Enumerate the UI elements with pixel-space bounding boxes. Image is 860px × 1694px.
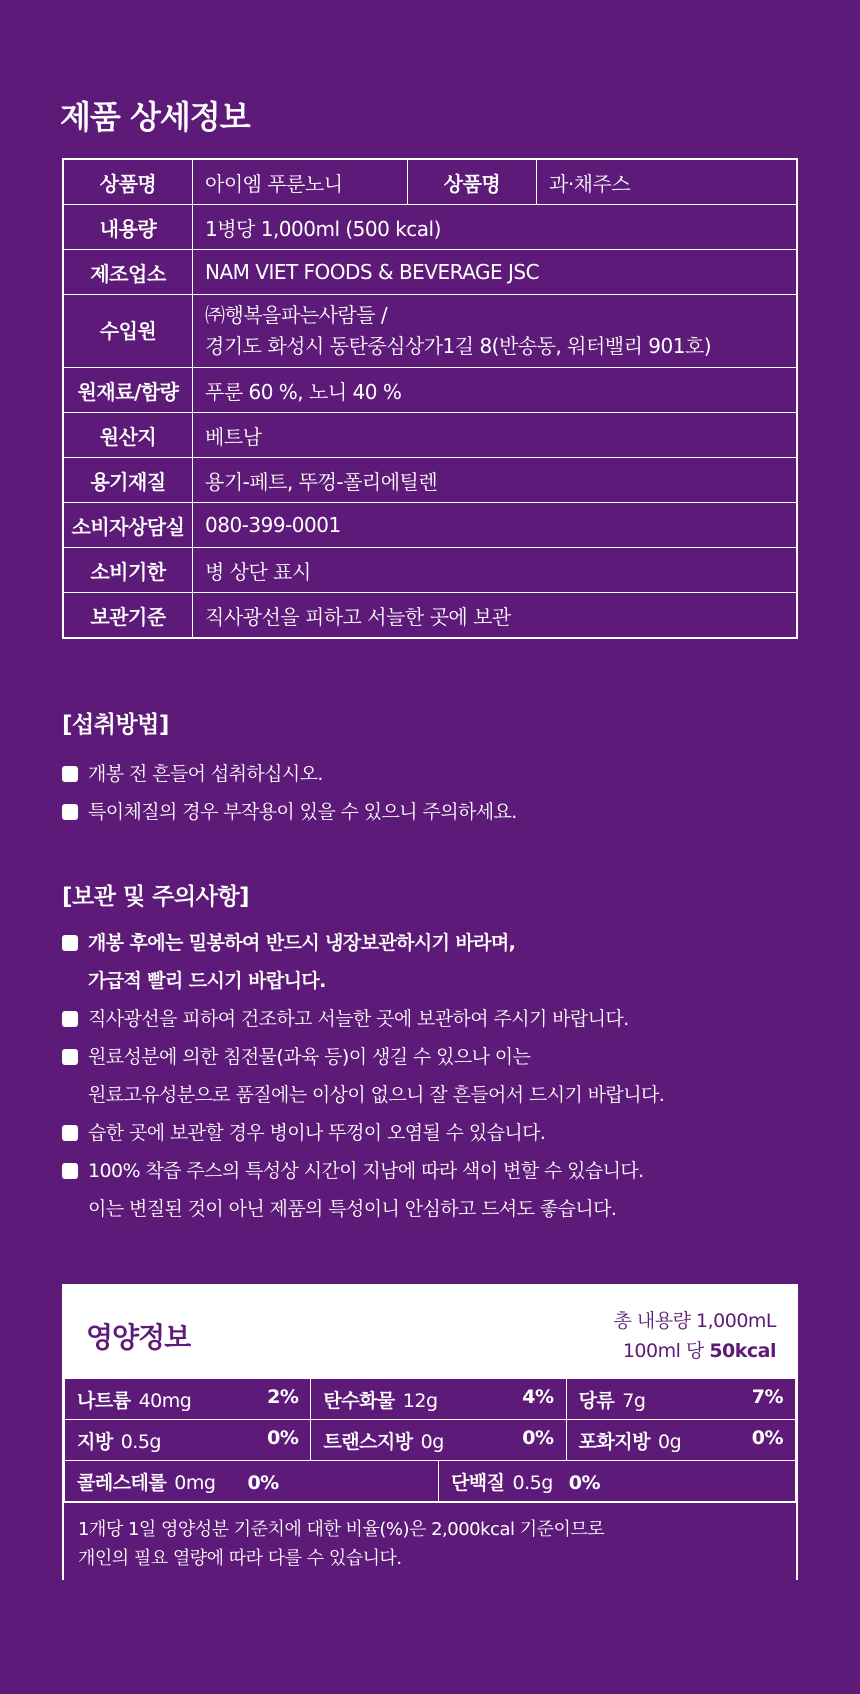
nutrient-amount: 0.5g	[120, 1430, 161, 1453]
list-item	[62, 924, 664, 1000]
list-item-text: 개봉 전 흔들어 섭취하십시오.	[88, 763, 323, 785]
bullet-square-icon	[62, 1163, 78, 1179]
nutrient-name: 콜레스테롤	[77, 1471, 167, 1494]
per-serving-label: 100ml 당	[622, 1340, 704, 1362]
total-volume: 총 내용량 1,000mL	[613, 1310, 776, 1332]
spec-label: 원재료/함량	[63, 368, 193, 413]
nutrient-cell	[65, 1420, 311, 1461]
nutrient-cell	[438, 1461, 795, 1502]
nutrition-panel	[62, 1284, 798, 1580]
nutrient-name: 나트륨	[77, 1389, 131, 1412]
spec-row	[63, 295, 797, 368]
nutrient-cell	[65, 1461, 439, 1502]
spec-label: 보관기준	[63, 593, 193, 639]
caution-list	[62, 924, 664, 1228]
footnote-line: 개인의 필요 열량에 따라 다를 수 있습니다.	[78, 1548, 402, 1569]
bullet-square-icon	[62, 1125, 78, 1141]
nutrient-cell	[566, 1379, 795, 1420]
bullet-square-icon	[62, 935, 78, 951]
nutrition-row	[65, 1379, 796, 1420]
spec-value: 과·채주스	[537, 159, 798, 205]
spec-value: 베트남	[193, 413, 798, 458]
list-item	[62, 1038, 664, 1114]
product-spec-table	[62, 158, 798, 639]
spec-label: 상품명	[408, 159, 537, 205]
spec-row	[63, 205, 797, 250]
spec-label: 제조업소	[63, 250, 193, 295]
nutrient-percent: 2%	[267, 1385, 299, 1408]
list-item-text: 직사광선을 피하여 건조하고 서늘한 곳에 보관하여 주시기 바랍니다.	[88, 1008, 629, 1030]
nutrient-percent: 0%	[568, 1471, 601, 1494]
spec-row	[63, 548, 797, 593]
spec-label: 수입원	[63, 295, 193, 368]
spec-row	[63, 159, 797, 205]
bullet-square-icon	[62, 804, 78, 820]
spec-value: 1병당 1,000ml (500 kcal)	[193, 205, 798, 250]
page-title: 제품 상세정보	[60, 98, 250, 136]
spec-value: 푸룬 60 %, 노니 40 %	[193, 368, 798, 413]
bullet-square-icon	[62, 1011, 78, 1027]
caution-heading: [보관 및 주의사항]	[62, 884, 250, 910]
nutrition-row	[65, 1420, 796, 1461]
list-item-text: 원료고유성분으로 품질에는 이상이 없으니 잘 흔들어서 드시기 바랍니다.	[88, 1084, 665, 1106]
list-item-text: 원료성분에 의한 침전물(과육 등)이 생길 수 있으나 이는	[88, 1046, 531, 1068]
nutrient-amount: 40mg	[138, 1389, 192, 1412]
nutrient-name: 트랜스지방	[323, 1430, 413, 1453]
spec-label: 원산지	[63, 413, 193, 458]
intake-heading: [섭취방법]	[62, 712, 169, 738]
list-item	[62, 1000, 664, 1038]
spec-value: 아이엠 푸룬노니	[193, 159, 408, 205]
nutrient-percent: 0%	[751, 1426, 783, 1449]
nutrition-header	[64, 1286, 796, 1378]
per-serving	[614, 1336, 776, 1366]
spec-label: 내용량	[63, 205, 193, 250]
nutrient-cell	[311, 1379, 566, 1420]
nutrient-cell	[65, 1379, 311, 1420]
spec-row	[63, 593, 797, 639]
spec-label: 소비자상담실	[63, 503, 193, 548]
nutrient-percent: 0%	[522, 1426, 554, 1449]
nutrition-title: 영양정보	[86, 1321, 191, 1354]
spec-value-line: 경기도 화성시 동탄중심상가1길 8(반송동, 워터밸리 901호)	[205, 334, 712, 358]
nutrition-total	[614, 1306, 776, 1366]
list-item	[62, 755, 517, 793]
spec-value	[193, 295, 798, 368]
spec-value-line: ㈜행복을파는사람들 /	[205, 303, 388, 327]
nutrient-percent: 0%	[267, 1426, 299, 1449]
list-item	[62, 1152, 664, 1228]
spec-value: 직사광선을 피하고 서늘한 곳에 보관	[193, 593, 798, 639]
nutrient-amount: 7g	[622, 1389, 646, 1412]
spec-row	[63, 458, 797, 503]
spec-label: 용기재질	[63, 458, 193, 503]
nutrient-percent: 0%	[247, 1471, 279, 1494]
nutrient-amount: 0g	[657, 1430, 682, 1453]
nutrient-name: 지방	[77, 1430, 113, 1453]
spec-value: 병 상단 표시	[193, 548, 798, 593]
nutrient-amount: 12g	[402, 1389, 438, 1412]
spec-value: 080-399-0001	[193, 503, 798, 548]
spec-row	[63, 503, 797, 548]
intake-list	[62, 755, 517, 831]
nutrient-percent: 4%	[522, 1385, 554, 1408]
bullet-square-icon	[62, 766, 78, 782]
list-item-text: 100% 착즙 주스의 특성상 시간이 지남에 따라 색이 변할 수 있습니다.	[88, 1160, 644, 1182]
nutrient-name: 당류	[578, 1389, 615, 1412]
bullet-square-icon	[62, 1049, 78, 1065]
nutrient-name: 포화지방	[578, 1430, 650, 1453]
nutrient-amount: 0.5g	[512, 1471, 553, 1494]
nutrient-cell	[311, 1420, 566, 1461]
list-item	[62, 1114, 664, 1152]
list-item-text: 개봉 후에는 밀봉하여 반드시 냉장보관하시기 바라며,	[88, 932, 516, 954]
nutrient-amount: 0g	[420, 1430, 444, 1453]
nutrition-table	[64, 1378, 796, 1502]
list-item-text: 가급적 빨리 드시기 바랍니다.	[88, 970, 326, 992]
list-item	[62, 793, 517, 831]
spec-value: NAM VIET FOODS & BEVERAGE JSC	[193, 250, 798, 295]
per-serving-kcal: 50kcal	[709, 1340, 776, 1362]
footnote-line: 1개당 1일 영양성분 기준치에 대한 비율(%)은 2,000kcal 기준이므로	[78, 1519, 605, 1540]
spec-row	[63, 250, 797, 295]
nutrition-footnote	[64, 1502, 796, 1582]
nutrition-row	[65, 1461, 796, 1502]
spec-label: 상품명	[63, 159, 193, 205]
spec-row	[63, 368, 797, 413]
spec-value: 용기-페트, 뚜껑-폴리에틸렌	[193, 458, 798, 503]
nutrient-percent: 7%	[751, 1385, 783, 1408]
list-item-text: 이는 변질된 것이 아닌 제품의 특성이니 안심하고 드셔도 좋습니다.	[88, 1198, 617, 1220]
nutrient-name: 단백질	[450, 1471, 505, 1494]
spec-label: 소비기한	[63, 548, 193, 593]
list-item-text: 습한 곳에 보관할 경우 병이나 뚜껑이 오염될 수 있습니다.	[88, 1122, 546, 1144]
nutrient-cell	[566, 1420, 795, 1461]
list-item-text: 특이체질의 경우 부작용이 있을 수 있으니 주의하세요.	[88, 801, 517, 823]
nutrient-amount: 0mg	[174, 1471, 216, 1494]
spec-row	[63, 413, 797, 458]
nutrient-name: 탄수화물	[323, 1389, 395, 1412]
